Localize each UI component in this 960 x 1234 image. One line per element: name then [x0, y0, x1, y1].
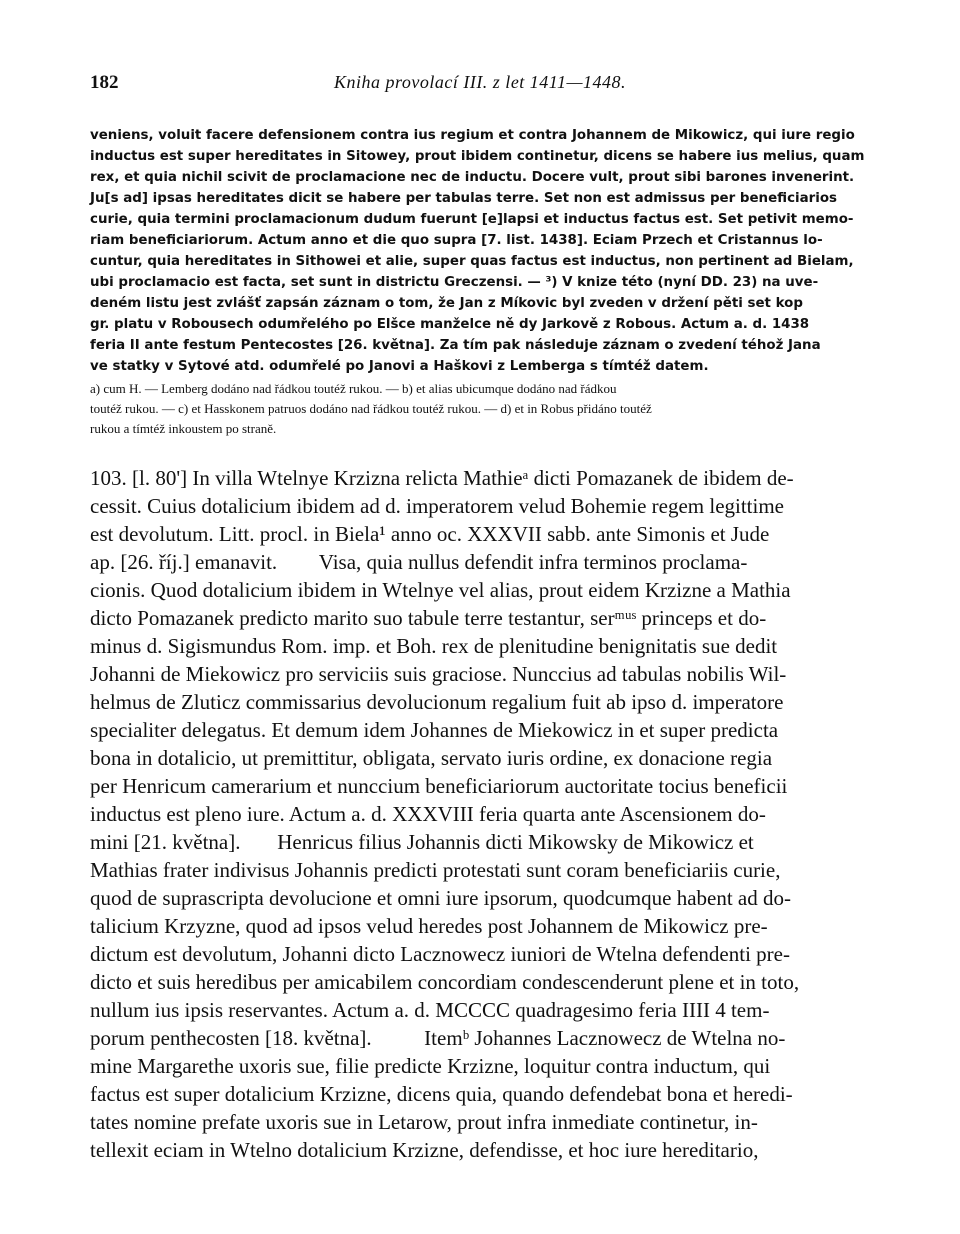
- body-line: talicium Krzyzne, quod ad ipsos velud heredes post Johannem de Mikowicz pre-: [90, 914, 768, 938]
- body-line: Johanni de Miekowicz pro serviciis suis graciose. Nunccius ad tabulas nobilis Wil-: [90, 662, 787, 686]
- body-line: dicto et suis heredibus per amicabilem concordiam condescenderunt plene et in toto,: [90, 970, 800, 994]
- footnote-line: a) cum H. — Lemberg dodáno nad řádkou toutéž rukou. — b) et alias ubicumque dodáno nad řádkou: [90, 381, 617, 396]
- body-line: helmus de Zluticz commissarius devolucionum regalium fuit ab ipso d. imperatore: [90, 690, 784, 714]
- body-line: ap. [26. říj.] emanavit. Visa, quia nullus defendit infra terminos proclama-: [90, 550, 748, 574]
- body-line: 103. [l. 80'] In villa Wtelnye Krzizna relicta Mathieᵃ dicti Pomazanek de ibidem de-: [90, 466, 794, 490]
- footnote-line: toutéž rukou. — c) et Hasskonem patruos dodáno nad řádkou toutéž rukou. — d) et in Robus přidáno toutéž: [90, 401, 652, 416]
- small-text-line: feria II ante festum Pentecostes [26. května]. Za tím pak následuje záznam o zvedení téhož Jana: [90, 338, 821, 353]
- body-line: mini [21. května]. Henricus filius Johannis dicti Mikowsky de Mikowicz et: [90, 830, 754, 854]
- body-line: minus d. Sigismundus Rom. imp. et Boh. rex de plenitudine benignitatis sue dedit: [90, 634, 778, 658]
- small-text-line: inductus est super hereditates in Sitowey, prout ibidem continetur, dicens se habere ius melius, quam: [90, 149, 865, 164]
- small-text-line: ubi proclamacio est facta, set sunt in districtu Greczensi. — ³) V knize této (nyní DD. 23) na uve-: [90, 275, 819, 290]
- small-text-line: gr. platu v Robousech odumřelého po Elšce manželce ně dy Jarkově z Robous. Actum a. d. 1438: [90, 317, 810, 332]
- small-text-line: veniens, voluit facere defensionem contra ius regium et contra Johannem de Mikowicz, qui iure regio: [90, 128, 855, 143]
- running-header: [90, 72, 870, 98]
- small-text-line: cuntur, quia hereditates in Sithowei et alie, super quas factus est inductus, non pertinent ad Bielam,: [90, 254, 854, 269]
- body-line: tates nomine prefate uxoris sue in Letarow, prout infra inmediate continetur, in-: [90, 1110, 758, 1134]
- body-line: inductus est pleno iure. Actum a. d. XXXVIII feria quarta ante Ascensionem do-: [90, 802, 766, 826]
- body-line: tellexit eciam in Wtelno dotalicium Krzizne, defendisse, et hoc iure hereditario,: [90, 1138, 759, 1162]
- small-text-line: deném listu jest zvlášť zapsán záznam o tom, že Jan z Míkovic byl zveden v držení pěti set kop: [90, 296, 803, 311]
- small-text-line: rex, et quia nichil scivit de proclamacione nec de inductu. Docere vult, prout sibi barones invenerint.: [90, 170, 855, 185]
- body-line: factus est super dotalicium Krzizne, dicens quia, quando defendebat bona et heredi-: [90, 1082, 793, 1106]
- body-line: porum penthecosten [18. května]. Itemᵇ Johannes Lacznowecz de Wtelna no-: [90, 1026, 786, 1050]
- body-line: est devolutum. Litt. procl. in Biela¹ anno oc. XXXVII sabb. ante Simonis et Jude: [90, 522, 770, 546]
- body-line: mine Margarethe uxoris sue, filie predicte Krzizne, loquitur contra inductum, qui: [90, 1054, 771, 1078]
- small-text-line: riam beneficiariorum. Actum anno et die quo supra [7. list. 1438]. Eciam Przech et Cristannus lo-: [90, 233, 823, 248]
- page-number: 182: [90, 72, 119, 93]
- small-text-line: curie, quia termini proclamacionum dudum fuerunt [e]lapsi et inductus factus est. Set petivit memo-: [90, 212, 854, 227]
- body-line: dicto Pomazanek predicto marito suo tabule terre testantur, serᵐᵘˢ princeps et do-: [90, 606, 767, 630]
- body-line: cionis. Quod dotalicium ibidem in Wtelnye vel alias, prout eidem Krzizne a Mathia: [90, 578, 791, 602]
- body-line: specialiter delegatus. Et demum idem Johannes de Miekowicz in et super predicta: [90, 718, 779, 742]
- body-line: per Henricum camerarium et nunccium beneficiariorum auctoritate tocius beneficii: [90, 774, 788, 798]
- body-line: Mathias frater indivisus Johannis predicti protestati sunt coram beneficiariis curie,: [90, 858, 781, 882]
- small-text-line: ve statky v Sytové atd. odumřelé po Janovi a Haškovi z Lemberga s tímtéž datem.: [90, 359, 709, 374]
- body-line: dictum est devolutum, Johanni dicto Lacznowecz iuniori de Wtelna defendenti pre-: [90, 942, 790, 966]
- body-line: nullum ius ipsis reservantes. Actum a. d. MCCCC quadragesimo feria IIII 4 tem-: [90, 998, 770, 1022]
- small-text-line: Ju[s ad] ipsas hereditates dicit se habere per tabulas terre. Set non est admissus per beneficiarios: [90, 191, 838, 206]
- body-line: quod de suprascripta devolucione et omni iure ipsorum, quodcumque habent ad do-: [90, 886, 791, 910]
- footnote-line: rukou a tímtéž inkoustem po straně.: [90, 421, 277, 436]
- body-line: cessit. Cuius dotalicium ibidem ad d. imperatorem velud Bohemie regem legittime: [90, 494, 785, 518]
- body-line: bona in dotalicio, ut premittitur, obligata, servato iuris ordine, ex donacione regia: [90, 746, 773, 770]
- running-title: Kniha provolací III. z let 1411—1448.: [334, 72, 626, 92]
